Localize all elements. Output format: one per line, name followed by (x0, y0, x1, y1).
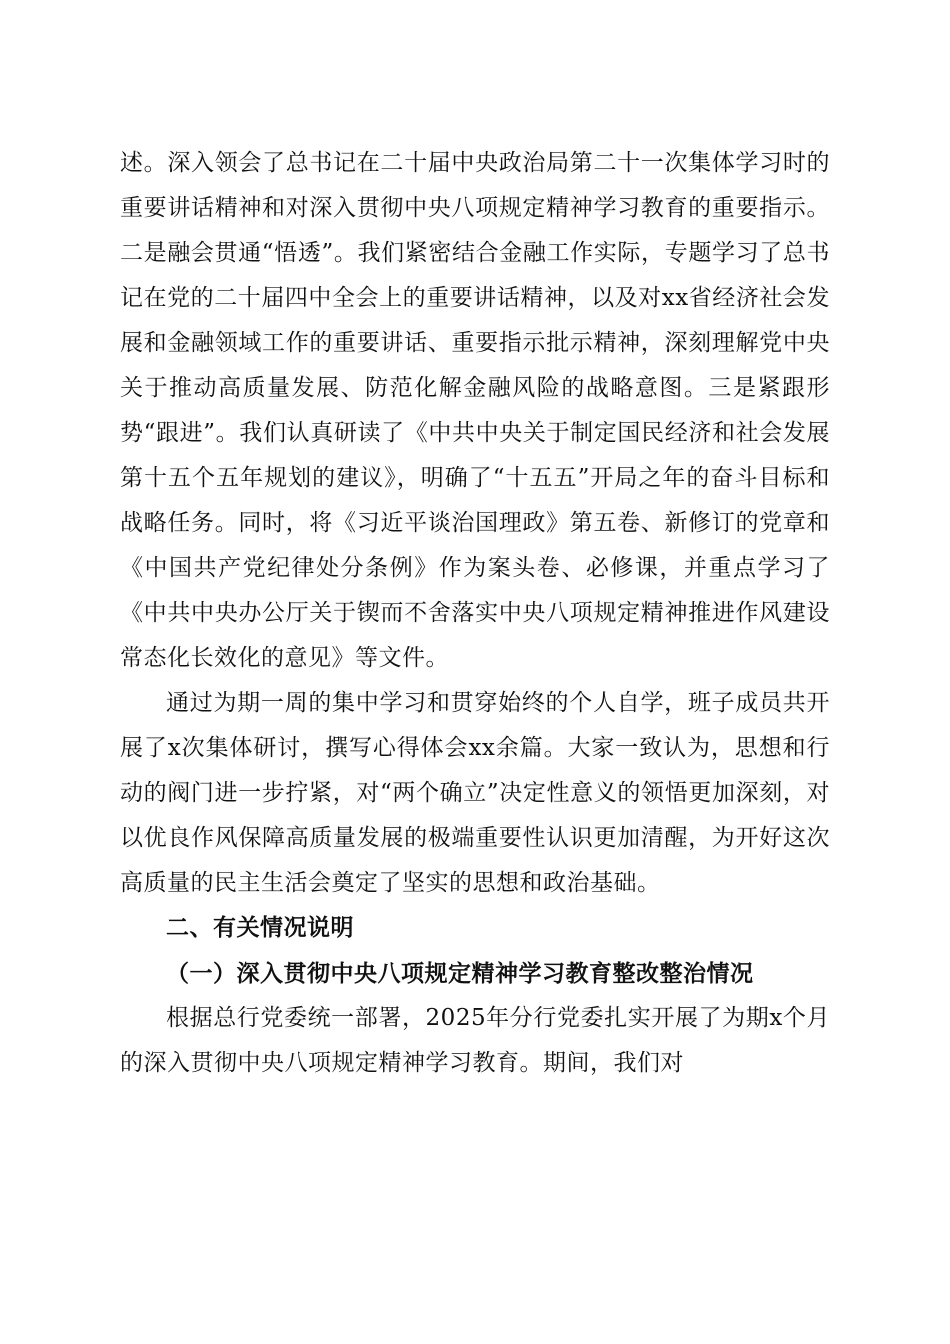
paragraph-continuation: 述。深入领会了总书记在二十届中央政治局第二十一次集体学习时的重要讲话精神和对深入贯彻中央八项规定精神学习教育的重要指示。二是融会贯通“悟透”。我们紧密结合金融工作实际，专题学习了总书记在党的二十届四中全会上的重要讲话精神，以及对xx省经济社会发展和金融领域工作的重要讲话、重要指示批示精神，深刻理解党中央关于推动高质量发展、防范化解金融风险的战略意图。三是紧跟形势“跟进”。我们认真研读了《中共中央关于制定国民经济和社会发展第十五个五年规划的建议》，明确了“十五五”开局之年的奋斗目标和战略任务。同时，将《习近平谈治国理政》第五卷、新修订的党章和《中国共产党纪律处分条例》作为案头卷、必修课，并重点学习了《中共中央办公厅关于锲而不舍落实中央八项规定精神推进作风建设常态化长效化的意见》等文件。 (120, 150, 830, 671)
section-heading: 二、有关情况说明 (166, 915, 354, 941)
subsection-heading: （一）深入贯彻中央八项规定精神学习教育整改整治情况 (166, 960, 754, 987)
document-body (120, 141, 830, 1086)
paragraph-rectification: 根据总行党委统一部署，2025年分行党委扎实开展了为期x个月的深入贯彻中央八项规定精神学习教育。期间，我们对 (120, 1005, 830, 1076)
paragraph-summary: 通过为期一周的集中学习和贯穿始终的个人自学，班子成员共开展了x次集体研讨，撰写心得体会xx余篇。大家一致认为，思想和行动的阀门进一步拧紧，对“两个确立”决定性意义的领悟更加深刻，对以优良作风保障高质量发展的极端重要性认识更加清醒，为开好这次高质量的民主生活会奠定了坚实的思想和政治基础。 (120, 690, 830, 896)
